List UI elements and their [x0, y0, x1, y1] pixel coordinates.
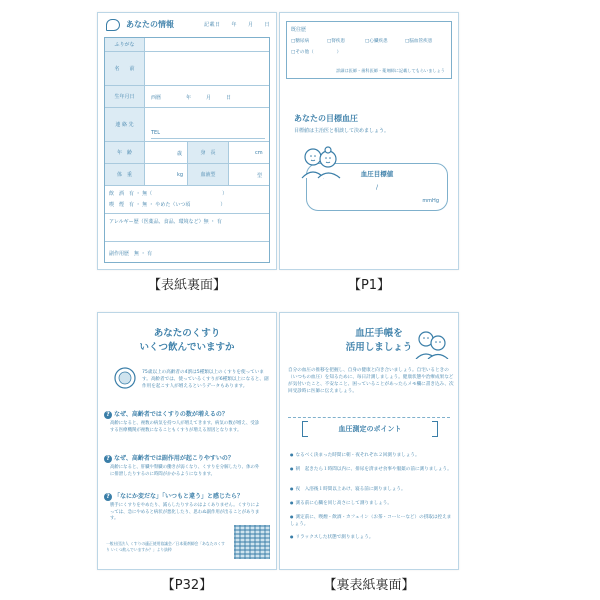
qr-code-icon	[234, 525, 270, 559]
info-page	[97, 12, 277, 270]
p32-page	[97, 312, 277, 570]
birthday-row	[105, 86, 269, 108]
info-form	[104, 37, 270, 263]
point-item: ● 測定前に、喫煙・飲酒・カフェイン（お茶・コーヒーなど）の摂取は控えましょう。	[290, 513, 454, 528]
smoking-line: 喫 煙 有 ・ 無 ・ やめた（いつ頃 ）	[109, 202, 226, 208]
p32-footer: 一般社団法人 くすりの適正使用協議会／日本薬剤師会「あなたのくすり いくつ飲んでいますか？」より抜粋	[106, 541, 225, 552]
answer-1: 高齢になると、複数の病気を持つ人が増えてきます。病気の数が増え、受診する医療機関が複数になることもくすりが増える原因となります。	[110, 421, 260, 433]
tel-label: TEL	[151, 130, 160, 136]
weight-unit: kg	[177, 172, 184, 178]
answer-2: 高齢になると、肝臓や腎臓の働きが弱くなり、くすりを分解したり、体の外に排泄したりするのに時間がかかるようになります。	[110, 465, 260, 477]
point-item: ● 朝 起きたら１時間以内に、排尿を済ませ食事や服薬の前に測りましょう。	[290, 465, 454, 473]
caption-info: 【表紙裏面】	[147, 278, 226, 293]
question-1-text: なぜ、高齢者ではくすりの数が増えるの？	[114, 411, 228, 418]
question-3-text: 「なにか変だな」「いつもと違う」と感じたら？	[114, 493, 244, 500]
question-3	[104, 491, 243, 501]
point-title: 血圧測定のポイント	[338, 425, 402, 433]
history-label: 既往歴	[291, 27, 307, 33]
allergy-row	[105, 214, 269, 242]
question-icon: ?	[104, 455, 112, 463]
question-icon: ?	[104, 493, 112, 501]
name-label: 名 前	[105, 52, 145, 85]
speech-bubble-icon	[106, 19, 120, 31]
bracket-left-icon	[302, 421, 308, 437]
contact-label: 連 絡 先	[105, 108, 145, 141]
furigana-label: ふりがな	[105, 38, 145, 51]
tel-underline	[151, 138, 265, 139]
back-intro: 自分の血圧の推移を把握し、自身の健康と向き合いましょう。自宅いるときの（いつもの血圧）を知るために、毎日計測しましょう。健康状態や治療成果などが気付いたこと、不安なこと、困っていることがあったらメモ欄に書き込み、次回受診時に医師に伝えましょう。	[288, 368, 454, 394]
question-1	[104, 409, 228, 419]
back-title-line1: 血圧手帳を	[355, 328, 403, 339]
point-heading	[302, 417, 438, 441]
point-item: ● なるべく決まった時間に朝・夜それぞれ２回測りましょう。	[290, 451, 454, 459]
back-title-line2: 活用しましょう	[345, 342, 413, 353]
check-kidney: □腎疾患	[327, 39, 346, 44]
elderly-couple-icon	[298, 145, 344, 179]
age-label: 年 齢	[105, 142, 145, 163]
target-bp-slash: /	[375, 184, 379, 191]
check-brain: □脳血管疾患	[405, 39, 433, 44]
name-row	[105, 52, 269, 86]
side-effect-row	[105, 242, 269, 264]
check-diabetes: □糖尿病	[291, 39, 310, 44]
birthday-label: 生年月日	[105, 86, 145, 107]
p32-title-line1: あなたのくすり	[153, 328, 221, 339]
point-item: ● 夜 入浴後１時間以上あけ、寝る前に測りましょう。	[290, 485, 454, 493]
check-heart: □心臓疾患	[365, 39, 388, 44]
check-other: □その他（ ）	[291, 50, 342, 55]
weight-blood-row	[105, 164, 269, 186]
habit-row	[105, 186, 269, 214]
question-2	[104, 453, 234, 463]
height-label: 身 長	[187, 142, 229, 163]
blood-label: 血液型	[187, 164, 229, 185]
goal-title: あなたの目標血圧	[294, 114, 358, 123]
p32-title	[98, 327, 276, 355]
goal-subtitle: 目標値は主治医と相談して決めましょう。	[294, 128, 390, 134]
info-header	[104, 19, 270, 33]
p32-intro: 75歳以上の高齢者の4割は5種類以上のくすりを使っています。高齢者では、使っているくすりが6種類以上になると、副作用を起こす人が増えるというデータもあります。	[142, 370, 269, 389]
history-note: 詳細は医師・歯科医師・薬剤師に記載してもらいましょう	[336, 68, 445, 73]
contact-row	[105, 108, 269, 142]
drinking-line: 飲 酒 有 ・ 無（ ）	[109, 191, 228, 197]
birthday-value: 西暦 年 月 日	[151, 95, 232, 101]
point-item: ● 測る前に心臓を同じ高さにして測りましょう。	[290, 499, 454, 507]
caption-p1: 【P1】	[347, 278, 391, 293]
side-effect-line: 副作用歴 無 ・ 有	[109, 251, 153, 257]
caption-back: 【裏表紙裏面】	[323, 578, 415, 593]
allergy-line: アレルギー歴（医薬品、食品、環境など）無 ・ 有	[109, 219, 222, 225]
weight-label: 体 重	[105, 164, 145, 185]
furigana-row	[105, 38, 269, 52]
caption-p32: 【P32】	[161, 578, 213, 593]
record-date: 記載日 年 月 日	[203, 22, 270, 28]
question-2-text: なぜ、高齢者では副作用が起こりやすいの？	[114, 455, 234, 462]
height-unit: cm	[255, 150, 263, 156]
pill-icon	[114, 367, 136, 389]
elderly-couple-icon	[414, 329, 450, 359]
answer-3: 勝手にくすりをやめたり、減らしたりするのはよくありません。くすりによっては、急にやめると病状が悪化したり、思わぬ副作用が出ることがあります。	[110, 503, 260, 521]
history-box	[286, 21, 452, 79]
target-bp-unit: mmHg	[422, 198, 439, 204]
back-page	[279, 312, 459, 570]
p1-page	[279, 12, 459, 270]
question-icon: ?	[104, 411, 112, 419]
point-item: ● リラックスした状態で測りましょう。	[290, 533, 454, 541]
p32-title-line2: いくつ飲んでいますか	[139, 342, 235, 353]
info-title: あなたの情報	[126, 20, 174, 29]
age-unit: 歳	[177, 151, 183, 157]
blood-unit: 型	[257, 173, 263, 179]
target-bp-label: 血圧目標値	[360, 170, 394, 178]
age-height-row	[105, 142, 269, 164]
bracket-right-icon	[432, 421, 438, 437]
